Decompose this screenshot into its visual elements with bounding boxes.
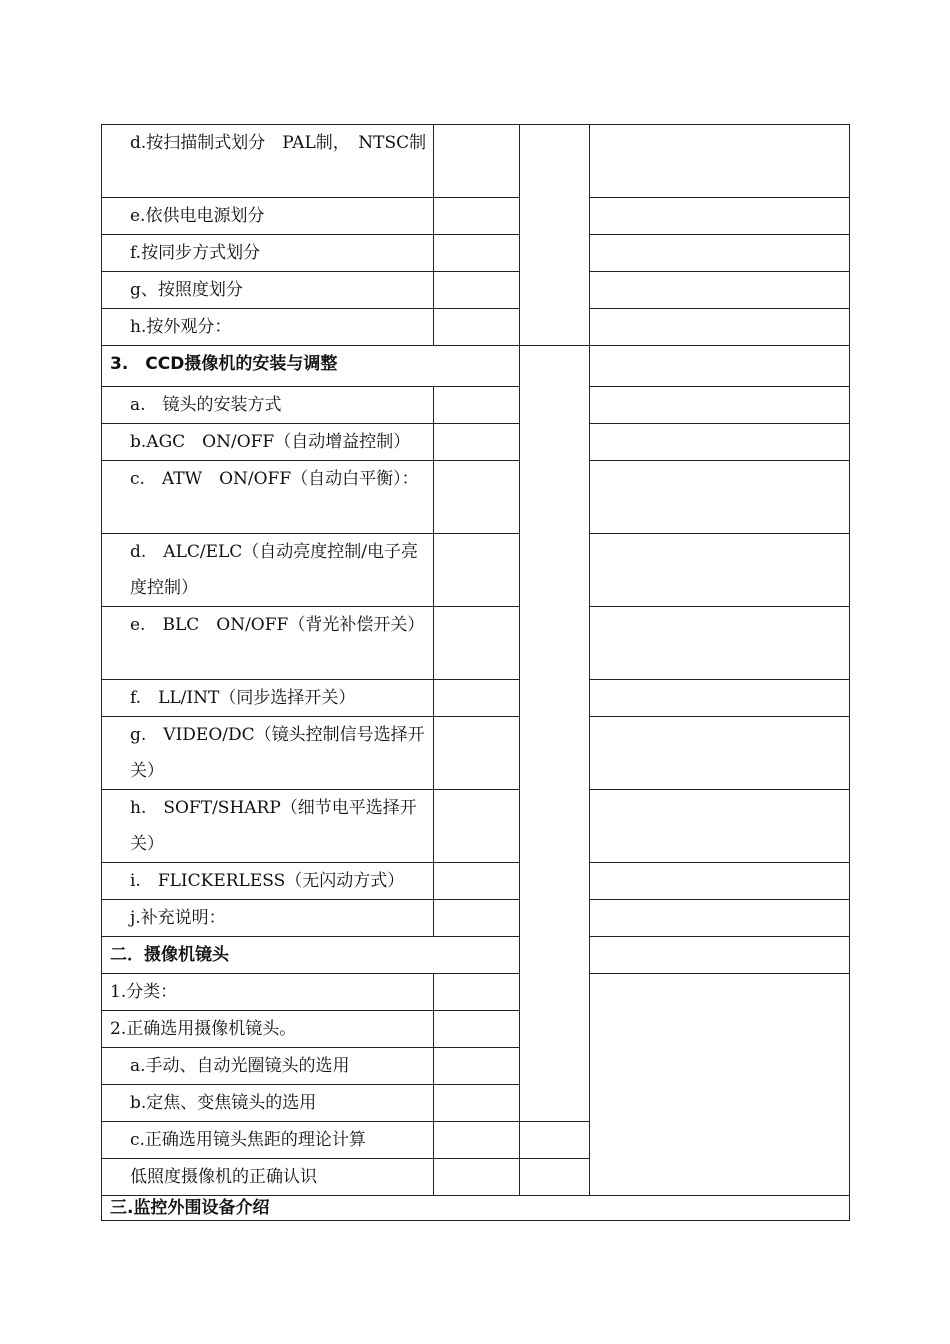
table-row xyxy=(102,680,850,717)
table-cell xyxy=(434,1159,520,1196)
table-cell xyxy=(590,346,850,387)
table-row xyxy=(102,974,850,1011)
row-text: f.按同步方式划分 xyxy=(102,235,434,272)
table-row xyxy=(102,937,850,974)
row-text: d.按扫描制式划分 PAL制， NTSC制 xyxy=(102,125,434,198)
table-cell xyxy=(590,680,850,717)
row-text: a. 镜头的安装方式 xyxy=(102,387,434,424)
row-text: g、按照度划分 xyxy=(102,272,434,309)
table-cell xyxy=(434,717,520,790)
row-text: j.补充说明： xyxy=(102,900,434,937)
table-row xyxy=(102,717,850,790)
merged-cell xyxy=(590,974,850,1196)
table-row xyxy=(102,235,850,272)
table-cell xyxy=(590,534,850,607)
table-cell xyxy=(434,309,520,346)
merged-cell xyxy=(520,125,590,346)
table-cell xyxy=(434,198,520,235)
table-cell xyxy=(590,198,850,235)
table-cell xyxy=(590,309,850,346)
table-cell xyxy=(434,125,520,198)
table-row xyxy=(102,198,850,235)
table-row xyxy=(102,346,850,387)
table-row xyxy=(102,309,850,346)
table-row xyxy=(102,1196,850,1221)
table-row xyxy=(102,534,850,607)
table-cell xyxy=(590,461,850,534)
table-cell xyxy=(434,1011,520,1048)
table-row xyxy=(102,461,850,534)
table-cell xyxy=(434,1048,520,1085)
table-cell xyxy=(590,863,850,900)
table-cell xyxy=(434,790,520,863)
row-text: g. VIDEO/DC（镜头控制信号选择开关） xyxy=(102,717,434,790)
outline-table xyxy=(101,124,850,1221)
row-text: c.正确选用镜头焦距的理论计算 xyxy=(102,1122,434,1159)
table-cell xyxy=(590,717,850,790)
row-text: d. ALC/ELC（自动亮度控制/电子亮度控制） xyxy=(102,534,434,607)
section-heading: 3. CCD摄像机的安装与调整 xyxy=(102,346,520,387)
merged-cell xyxy=(520,346,590,1122)
table-cell xyxy=(590,387,850,424)
table-cell xyxy=(520,1159,590,1196)
table-cell xyxy=(434,461,520,534)
section-heading: 二．摄像机镜头 xyxy=(102,937,520,974)
row-text: h. SOFT/SHARP（细节电平选择开关） xyxy=(102,790,434,863)
table-row xyxy=(102,607,850,680)
table-row xyxy=(102,790,850,863)
row-text: f. LL/INT（同步选择开关） xyxy=(102,680,434,717)
table-cell xyxy=(434,900,520,937)
row-text: i. FLICKERLESS（无闪动方式） xyxy=(102,863,434,900)
row-text: e. BLC ON/OFF（背光补偿开关） xyxy=(102,607,434,680)
table-cell xyxy=(434,272,520,309)
row-text: b.定焦、变焦镜头的选用 xyxy=(102,1085,434,1122)
table-cell xyxy=(434,387,520,424)
table-cell xyxy=(590,125,850,198)
table-cell xyxy=(590,607,850,680)
table-row xyxy=(102,863,850,900)
table-cell xyxy=(590,424,850,461)
table-cell xyxy=(434,974,520,1011)
row-text: e.依供电电源划分 xyxy=(102,198,434,235)
table-cell xyxy=(434,534,520,607)
row-text: 1.分类： xyxy=(102,974,434,1011)
table-cell xyxy=(590,790,850,863)
row-text: h.按外观分： xyxy=(102,309,434,346)
table-cell xyxy=(434,1122,520,1159)
table-cell xyxy=(590,937,850,974)
table-cell xyxy=(434,424,520,461)
table-row xyxy=(102,272,850,309)
table-row xyxy=(102,387,850,424)
table-cell xyxy=(434,235,520,272)
table-row xyxy=(102,424,850,461)
table-cell xyxy=(520,1122,590,1159)
row-text: a.手动、自动光圈镜头的选用 xyxy=(102,1048,434,1085)
row-text: b.AGC ON/OFF（自动增益控制） xyxy=(102,424,434,461)
table-cell xyxy=(434,680,520,717)
table-row xyxy=(102,125,850,198)
row-text: c. ATW ON/OFF（自动白平衡）： xyxy=(102,461,434,534)
table-cell xyxy=(590,900,850,937)
table-cell xyxy=(590,235,850,272)
section-heading: 三.监控外围设备介绍 xyxy=(102,1196,850,1221)
table-cell xyxy=(434,863,520,900)
table-row xyxy=(102,900,850,937)
table-cell xyxy=(590,272,850,309)
row-text: 低照度摄像机的正确认识 xyxy=(102,1159,434,1196)
table-cell xyxy=(434,1085,520,1122)
row-text: 2.正确选用摄像机镜头。 xyxy=(102,1011,434,1048)
table-cell xyxy=(434,607,520,680)
